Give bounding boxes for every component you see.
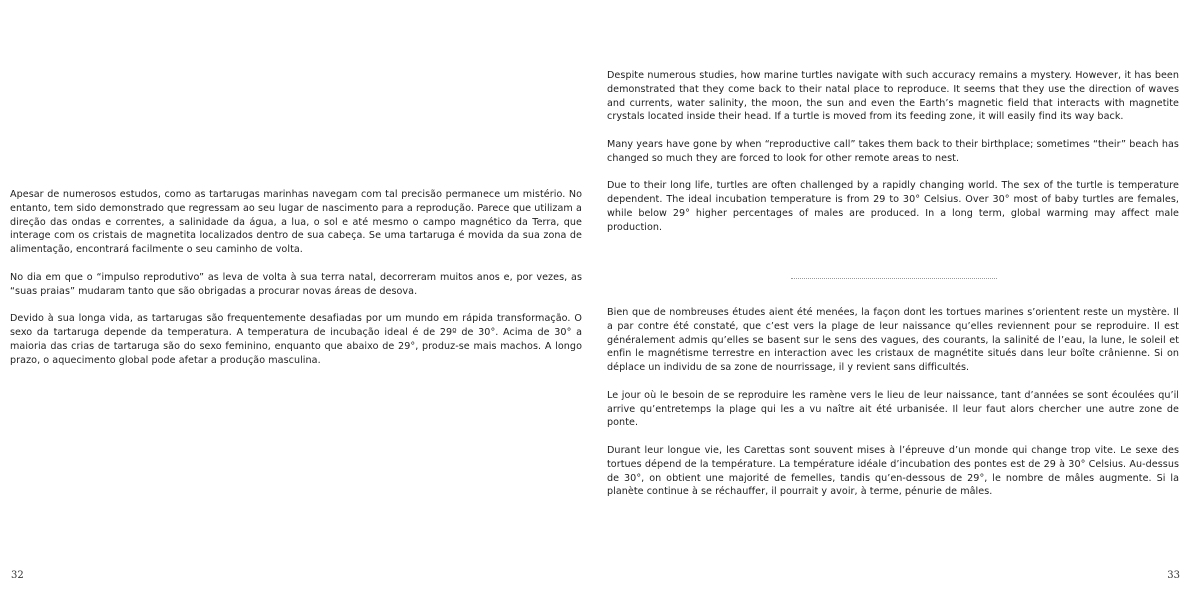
right-page bbox=[596, 0, 1191, 595]
paragraph: Apesar de numerosos estudos, como as tartarugas marinhas navegam com tal precisão permanece um mistério. No entanto, tem sido demonstrado que regressam ao seu lugar de nascimento para a reprodução. Parece que utilizam a direção das ondas e correntes, a salinidade da água, a lua, o sol e até mesmo o campo magnético da Terra, que interage com os cristais de magnetita localizados dentro de sua cabeça. Se uma tartaruga é movida da sua zona de alimentação, encontrará facilmente o seu caminho de volta. bbox=[10, 189, 582, 256]
page-number: 32 bbox=[11, 570, 24, 581]
paragraph: No dia em que o “impulso reprodutivo” as leva de volta à sua terra natal, decorreram muitos anos e, por vezes, as “suas praias” mudaram tanto que são obrigadas a procurar novas áreas de desova. bbox=[10, 271, 582, 297]
portuguese-text bbox=[10, 188, 582, 381]
section-divider bbox=[791, 278, 997, 279]
paragraph: Devido à sua longa vida, as tartarugas são frequentemente desafiadas por um mundo em rápida transformação. O sexo da tartaruga depende da temperatura. A temperatura de incubação ideal é de 29º de 30°. Acima de 30° a maioria das crias de tartaruga são do sexo feminino, enquanto que abaixo de 29°, produz-se mais machos. A longo prazo, o aquecimento global pode afetar a produção masculina. bbox=[10, 313, 582, 366]
paragraph: Le jour où le besoin de se reproduire les ramène vers le lieu de leur naissance, tant d’années se sont écoulées qu’il arrive qu’entretemps la plage qui les a vu naître ait été urbanisée. Il leur faut alors chercher une autre zone de ponte. bbox=[607, 389, 1179, 429]
left-page bbox=[0, 0, 595, 595]
paragraph: Bien que de nombreuses études aient été menées, la façon dont les tortues marines s’orientent reste un mystère. Il a par contre été constaté, que c’est vers la plage de leur naissance qu’elles reviennent pour se reproduire. Il est généralement admis qu’elles se basent sur le sens des vagues, des courants, la salinité de l’eau, la lune, le soleil et enfin le magnétisme terrestre en interaction avec les cristaux de magnétite situés dans leur boîte crânienne. Si on déplace un individu de sa zone de nourrissage, il y revient sans difficultés. bbox=[607, 307, 1179, 374]
page-number: 33 bbox=[1167, 570, 1180, 581]
french-text bbox=[607, 306, 1179, 513]
paragraph: Durant leur longue vie, les Carettas sont souvent mises à l’épreuve d’un monde qui change trop vite. Le sexe des tortues dépend de la température. La température idéale d’incubation des pontes est de 29 à 30° Celsius. Au-dessus de 30°, on obtient une majorité de femelles, tandis qu’en-dessous de 29°, le nombre de mâles augmente. Si la planète continue à se réchauffer, il pourrait y avoir, à terme, pénurie de mâles. bbox=[607, 444, 1179, 498]
paragraph: Despite numerous studies, how marine turtles navigate with such accuracy remains a mystery. However, it has been demonstrated that they come back to their natal place to reproduce. It seems that they use the direction of waves and currents, water salinity, the moon, the sun and even the Earth’s magnetic field that interacts with magnetite crystals located inside their head. If a turtle is moved from its feeding zone, it will easily find its way back. bbox=[607, 70, 1179, 123]
paragraph: Due to their long life, turtles are often challenged by a rapidly changing world. The sex of the turtle is temperature dependent. The ideal incubation temperature is from 29 to 30° Celsius. Over 30° most of baby turtles are females, while below 29° higher percentages of males are produced. In a long term, global warming may affect male production. bbox=[607, 180, 1179, 233]
english-text bbox=[607, 69, 1179, 248]
paragraph: Many years have gone by when “reproductive call” takes them back to their birthplace; sometimes “their” beach has changed so much they are forced to look for other remote areas to nest. bbox=[607, 138, 1179, 164]
